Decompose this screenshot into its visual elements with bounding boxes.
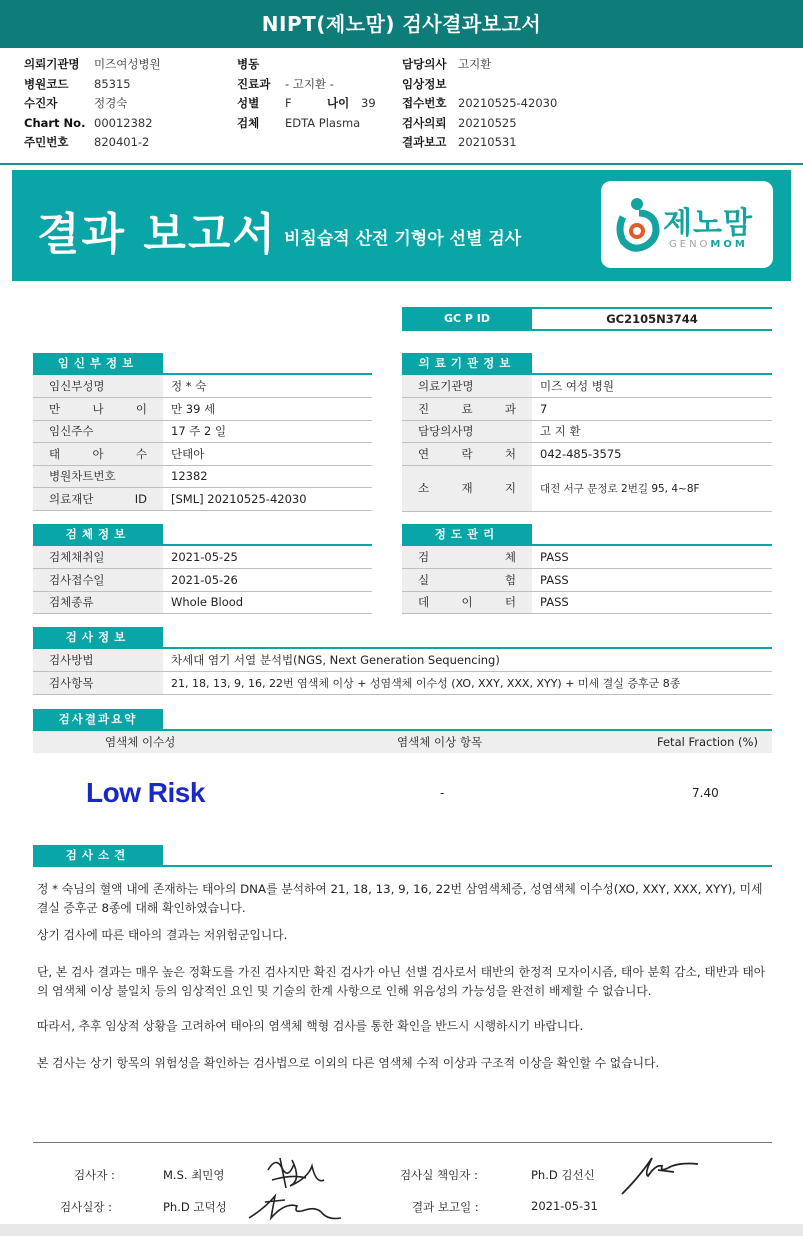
table-row (33, 443, 372, 466)
row-label: 만 나 이 (33, 398, 163, 421)
row-value: 12382 (163, 465, 372, 488)
genomom-logo (601, 181, 773, 268)
field-label: 결과보고 (402, 135, 447, 149)
header-col-1 (24, 55, 161, 153)
lab-manager-signature-icon (618, 1150, 703, 1198)
section-line (33, 865, 772, 867)
header-field (402, 55, 557, 75)
row-value: 고 지 환 (532, 420, 772, 443)
row-value: 2021-05-25 (163, 546, 372, 569)
table-row (33, 420, 372, 443)
table-row (33, 591, 372, 614)
table-row (402, 546, 772, 569)
header-field (402, 114, 557, 134)
header-col-2 (237, 55, 376, 133)
test-info-table (33, 649, 772, 695)
field-label: 수진자 (24, 96, 58, 110)
lab-chief-signature-icon (245, 1188, 345, 1224)
header-divider (0, 163, 803, 165)
field-value: 00012382 (94, 115, 153, 130)
row-value: 차세대 염기 서열 분석법(NGS, Next Generation Sequencing) (163, 649, 772, 672)
table-row (33, 488, 372, 511)
result-low-risk: Low Risk (86, 777, 205, 808)
lab-manager-name: Ph.D 김선신 (531, 1168, 595, 1182)
row-value: 만 39 세 (163, 398, 372, 421)
row-label: 데 이 터 (402, 591, 532, 614)
row-value: Whole Blood (163, 591, 372, 614)
section-title: 의료기관정보 (402, 353, 532, 373)
lab-chief-label: 검사실장 : (60, 1200, 112, 1214)
table-row (402, 443, 772, 466)
findings-paragraph: 따라서, 추후 임상적 상황을 고려하여 태아의 염색체 핵형 검사를 통한 확인을 반드시 시행하시기 바랍니다. (37, 1019, 584, 1033)
row-label: 검사접수일 (33, 569, 163, 592)
age-label: 나이 (327, 96, 350, 110)
table-row (33, 398, 372, 421)
field-label: Chart No. (24, 115, 86, 130)
field-label: 병동 (237, 57, 260, 71)
header-col-3 (402, 55, 557, 153)
table-row (402, 420, 772, 443)
section-title: 검사결과요약 (33, 709, 163, 729)
row-label: 소 재 지 (402, 465, 532, 511)
header-field (24, 75, 161, 95)
findings-text (37, 880, 772, 1073)
row-value: 7 (532, 398, 772, 421)
field-label: 임상정보 (402, 76, 447, 91)
header-field (237, 114, 376, 134)
field-label: 검사의뢰 (402, 115, 447, 130)
header-field (24, 133, 161, 153)
header-field (237, 55, 376, 75)
row-value: 042-485-3575 (532, 443, 772, 466)
table-row (33, 672, 772, 695)
row-label: 담당의사명 (402, 420, 532, 443)
banner-subtitle: 비침습적 산전 기형아 선별 검사 (284, 229, 522, 249)
row-label: 임신부성명 (33, 375, 163, 398)
field-value: - 고지환 - (285, 76, 334, 91)
report-date-value: 2021-05-31 (531, 1199, 598, 1213)
row-label: 실 험 (402, 569, 532, 592)
summary-col-aneuploidy: 염색체 이수성 (105, 735, 176, 749)
row-label: 검체종류 (33, 591, 163, 614)
field-label: 성별 (237, 96, 260, 110)
field-value: 820401-2 (94, 135, 150, 149)
bottom-bar (0, 1224, 803, 1236)
row-value: 2021-05-26 (163, 569, 372, 592)
header-field (402, 133, 557, 153)
header-field (24, 94, 161, 114)
report-title: NIPT(제노맘) 검사결과보고서 (0, 0, 803, 48)
table-row (402, 591, 772, 614)
field-label: 주민번호 (24, 135, 69, 149)
report-date-label: 결과 보고일 : (412, 1200, 479, 1214)
gcpid-value: GC2105N3744 (606, 312, 698, 326)
findings-paragraph: 단, 본 검사 결과는 매우 높은 정확도를 가진 검사지만 확진 검사가 아닌 선별 검사로서 태반의 한정적 모자이시즘, 태아 분획 감소, 태반과 태아의 염색체 이상 불일치 등의 임상적인 요인 및 기술의 한계 사항으로 인해 위음성의 가능성을 완전히 배제할 수 없습니다. (37, 965, 766, 998)
logo-mark-icon (615, 195, 661, 255)
field-value: 20210525 (458, 115, 517, 130)
section-title: 검사소견 (33, 845, 163, 865)
row-label: 임신주수 (33, 420, 163, 443)
header-field (402, 75, 557, 95)
logo-subtext (669, 239, 748, 250)
field-value: EDTA Plasma (285, 115, 361, 130)
field-value: 미즈여성병원 (94, 57, 161, 71)
row-value: 21, 18, 13, 9, 16, 22번 염색체 이상 + 성염색체 이수성 (XO, XXY, XXX, XYY) + 미세 결실 증후군 8종 (163, 672, 772, 695)
row-label: 연 락 처 (402, 443, 532, 466)
row-value: PASS (532, 591, 772, 614)
row-label: 검체채취일 (33, 546, 163, 569)
age-value: 39 (361, 96, 376, 110)
banner-title: 결과 보고서 (37, 209, 277, 260)
row-label: 병원차트번호 (33, 465, 163, 488)
lab-manager-label: 검사실 책임자 : (400, 1168, 478, 1182)
section-title: 검체정보 (33, 524, 163, 544)
signature-divider (33, 1142, 772, 1143)
row-label: 진 료 과 (402, 398, 532, 421)
findings-paragraph: 정 * 숙님의 혈액 내에 존재하는 태아의 DNA를 분석하여 21, 18, 13, 9, 16, 22번 삼염색체증, 성염색체 이수성(XO, XXY, XXX, XYY), 미세 결실 증후군 8종에 대해 확인하였습니다. (37, 882, 763, 915)
qc-table (402, 546, 772, 614)
gcpid-label: GC P ID (402, 309, 532, 329)
field-label: 병원코드 (24, 76, 69, 91)
logo-text: 제노맘 (663, 206, 753, 241)
table-row (402, 398, 772, 421)
field-label: 담당의사 (402, 57, 447, 71)
report-header (0, 55, 803, 155)
row-value: PASS (532, 569, 772, 592)
section-title: 검사정보 (33, 627, 163, 647)
summary-col-fetal-fraction: Fetal Fraction (%) (657, 735, 758, 749)
field-value: 85315 (94, 76, 131, 91)
header-field (24, 55, 161, 75)
table-row (33, 569, 372, 592)
institution-info-table (402, 375, 772, 512)
lab-chief-name: Ph.D 고덕성 (163, 1200, 227, 1214)
summary-header (33, 731, 772, 753)
logo-subtext-a: GENO (669, 239, 711, 250)
tester-label: 검사자 : (74, 1168, 115, 1182)
row-label: 검사항목 (33, 672, 163, 695)
findings-paragraph: 본 검사는 상기 항목의 위험성을 확인하는 검사법으로 이외의 다른 염색체 수적 이상과 구조적 이상을 확인할 수 없습니다. (37, 1056, 660, 1070)
header-field (402, 94, 557, 114)
field-label: 접수번호 (402, 96, 447, 110)
row-value: PASS (532, 546, 772, 569)
table-row (402, 569, 772, 592)
row-label: 의료기관명 (402, 375, 532, 398)
result-banner (12, 170, 791, 281)
table-row (402, 375, 772, 398)
row-label: 의료재단 ID (33, 488, 163, 511)
table-row (402, 465, 772, 511)
findings-paragraph: 상기 검사에 따른 태아의 결과는 저위험군입니다. (37, 928, 288, 942)
summary-col-abnormal: 염색체 이상 항목 (397, 735, 483, 749)
row-value: 미즈 여성 병원 (532, 375, 772, 398)
field-label: 검체 (237, 115, 260, 130)
section-title: 정도관리 (402, 524, 532, 544)
table-row (33, 649, 772, 672)
section-title: 임신부정보 (33, 353, 163, 373)
row-value: 정 * 숙 (163, 375, 372, 398)
field-value: 고지환 (458, 57, 492, 71)
row-label: 검사방법 (33, 649, 163, 672)
header-field (237, 94, 376, 114)
row-value: 단태아 (163, 443, 372, 466)
row-value: 17 주 2 일 (163, 420, 372, 443)
header-field (237, 75, 376, 95)
table-row (33, 465, 372, 488)
field-value: 20210531 (458, 135, 517, 149)
row-label: 태 아 수 (33, 443, 163, 466)
specimen-info-table (33, 546, 372, 614)
row-value: 대전 서구 문정로 2번길 95, 4~8F (532, 465, 772, 511)
row-value: [SML] 20210525-42030 (163, 488, 372, 511)
logo-subtext-b: MOM (710, 239, 748, 250)
pregnant-info-table (33, 375, 372, 511)
field-label: 의뢰기관명 (24, 57, 80, 71)
table-row (33, 546, 372, 569)
table-row (33, 375, 372, 398)
field-label: 진료과 (237, 76, 271, 91)
header-field (24, 114, 161, 134)
fetal-fraction-value: 7.40 (692, 786, 719, 800)
field-value: 정경숙 (94, 96, 128, 110)
field-value: 20210525-42030 (458, 96, 558, 110)
row-label: 검 체 (402, 546, 532, 569)
field-value: F (285, 96, 292, 110)
tester-name: M.S. 최민영 (163, 1168, 225, 1182)
abnormal-value: - (440, 786, 445, 800)
gcpid-box (402, 307, 772, 331)
